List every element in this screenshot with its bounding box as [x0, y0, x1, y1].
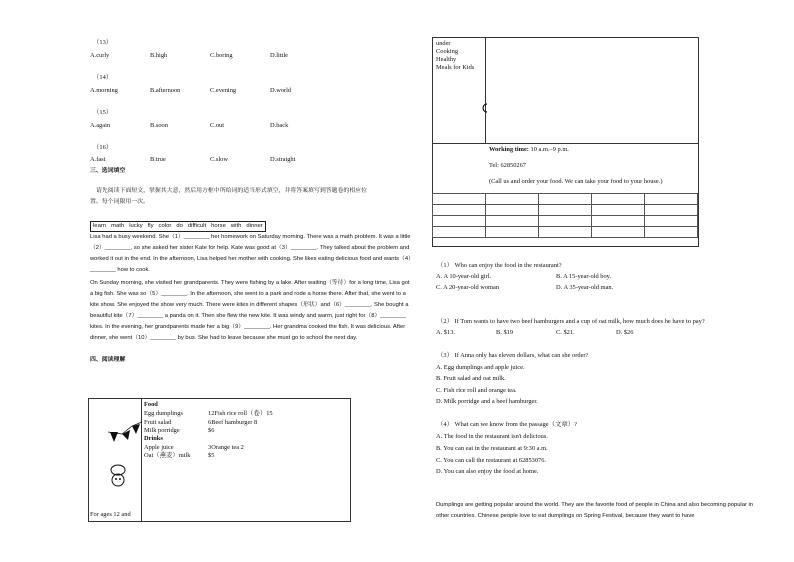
menu-item: Milk porridge: [144, 427, 180, 434]
option: C. $21.: [556, 329, 575, 336]
option: D. $26: [616, 329, 634, 336]
word-box: [90, 221, 266, 232]
menu-item: Egg dumplings: [144, 410, 183, 417]
question-stem: （1） Who can enjoy the food in the restaurant?: [437, 262, 562, 269]
menu-text: Cooking: [436, 48, 459, 55]
option: B.soon: [150, 122, 168, 129]
menu-price: 3Orange tea 2: [208, 444, 244, 451]
option: D.back: [270, 122, 289, 129]
menu-text: Meals for Kids: [436, 64, 475, 71]
menu-item: Apple juice: [144, 444, 174, 451]
menu-divider: [485, 37, 486, 143]
option: A. A 10-year-old girl.: [436, 273, 492, 280]
working-time: [489, 146, 569, 154]
option: B. You can eat in the restaurant at 9:30 a.m.: [436, 445, 548, 452]
menu-divider: [432, 143, 698, 144]
menu-food-title: Food: [144, 401, 158, 408]
passage-paragraph: Lisa had a busy weekend. She（1）________ her homework on Saturday morning. There was a math problem. It was a little（2）________, so she asked her sister Kate for help. Kate was good at（3）________. They talked about the problem and worked it out in the end. In the afternoon, Lisa helped her mother with cooking. She likes eating delicious food and wants（4）________ how to cook.: [90, 234, 411, 273]
question-stem: （4） What can we know from the passage（文章）?: [437, 421, 578, 428]
option: C. A 20-year-old woman: [436, 284, 500, 291]
option: B. Fruit salad and oat milk.: [436, 375, 506, 382]
option: A.curly: [90, 52, 110, 59]
telephone: Tel: 62850267: [489, 162, 527, 169]
option: A.morning: [90, 87, 118, 94]
question-stem: （3） If Anna only has eleven dollars, what can she order?: [437, 352, 589, 359]
question-number: （16）: [93, 144, 113, 151]
passage-paragraph: Dumplings are getting popular around the world. They are the favorite food of people in China and also becoming popular in other countries. Chinese people love to eat dumplings on Spring Festival, because they want to have: [436, 502, 753, 519]
option: A.again: [90, 122, 111, 129]
decoration-illustration: [108, 420, 152, 490]
option: D. You can also enjoy the food at home.: [436, 468, 539, 475]
word: color: [158, 223, 172, 229]
menu-age-note: For ages 12 and: [90, 511, 131, 518]
working-time-label: Working time:: [489, 146, 529, 153]
menu-item: Fruit salad: [144, 419, 172, 426]
option: B.afternoon: [150, 87, 181, 94]
question-number: （15）: [93, 109, 113, 116]
option: D. A 35-year-old man.: [556, 284, 614, 291]
word: dinner: [246, 223, 263, 229]
word: horse: [211, 223, 226, 229]
word: learn: [93, 223, 107, 229]
decoration-icon: [481, 103, 489, 113]
option: A. $13.: [436, 329, 455, 336]
question-number: （14）: [93, 74, 113, 81]
option: B.high: [150, 52, 168, 59]
menu-price: 12Fish rice roll（卷）15: [208, 410, 273, 417]
word: difficult: [187, 223, 207, 229]
menu-item: Oat（燕麦）milk: [144, 452, 191, 459]
instruction-line: 请先阅读下面短文，掌握其大意，然后用方框中所给词的适当形式填空，并将答案填写到答题卷的相应位: [96, 188, 367, 194]
menu-price: $6: [208, 427, 215, 434]
option: A. The food in the restaurant isn't delicious.: [436, 433, 548, 440]
order-note: (Call us and order your food. We can take your food to your house.): [489, 178, 663, 185]
word: do: [176, 223, 183, 229]
question-stem: （2） If Tom wants to have two beef hamburgers and a cup of oat milk, how much does he have to pay?: [437, 318, 705, 325]
option: C. You can call the restaurant at 62853076.: [436, 457, 547, 464]
option: D.straight: [270, 156, 296, 163]
word: fly: [147, 223, 154, 229]
option: D.little: [270, 52, 288, 59]
option: C.out: [210, 122, 225, 129]
chef-icon: [111, 465, 125, 486]
section-title: 四、阅读理解: [90, 357, 126, 363]
bunting-flag-icon: [122, 430, 130, 440]
menu-price: 6Beef hamburger 8: [208, 419, 258, 426]
option: C.evening: [210, 87, 237, 94]
working-time-value: 10 a.m.–9 p.m.: [528, 146, 569, 153]
word: lucky: [129, 223, 143, 229]
word: with: [230, 223, 242, 229]
blank-grid-table: [432, 193, 698, 238]
menu-price: $5: [208, 452, 215, 459]
option: A. Egg dumplings and apple juice.: [436, 364, 525, 371]
word: math: [111, 223, 125, 229]
option: B.true: [150, 156, 166, 163]
option: C. Fish rice roll and orange tea.: [436, 387, 517, 394]
option: A.fast: [90, 156, 106, 163]
menu-text: under: [436, 40, 451, 47]
option: D. Milk porridge and a beef hamburger.: [436, 398, 538, 405]
option: B. $19: [496, 329, 514, 336]
menu-drinks-title: Drinks: [144, 435, 163, 442]
option: C.boring: [210, 52, 233, 59]
menu-text: Healthy: [436, 56, 457, 63]
option: C.slow: [210, 156, 228, 163]
instruction-line: 置。每个词限用一次。: [90, 199, 149, 205]
option: B. A 15-year-old boy.: [556, 273, 612, 280]
option: D.world: [270, 87, 292, 94]
question-number: （13）: [93, 39, 113, 46]
section-title: 三、选词填空: [90, 168, 126, 174]
passage-paragraph: On Sunday morning, she visited her grandparents. They were fishing by a lake. After waiting（等待）for a long time, Lisa got a big fish. She was so（5）________. In the afternoon, she went to a park and rode a horse there. After that, she went to a kite show. She enjoyed the show very much. There were kites in different shapes（形状）and（6）________. She bought a beautiful kite（7）________ a panda on it. Then she flew the new kite. It was windy and warm, just right for（8）________ kites. In the evening, her grandparents made her a big（9）________. Her grandma cooked the fish. It was delicious. After dinner, she went（10）________ by bus. She had to leave because she must go to school the next day.: [90, 280, 410, 341]
